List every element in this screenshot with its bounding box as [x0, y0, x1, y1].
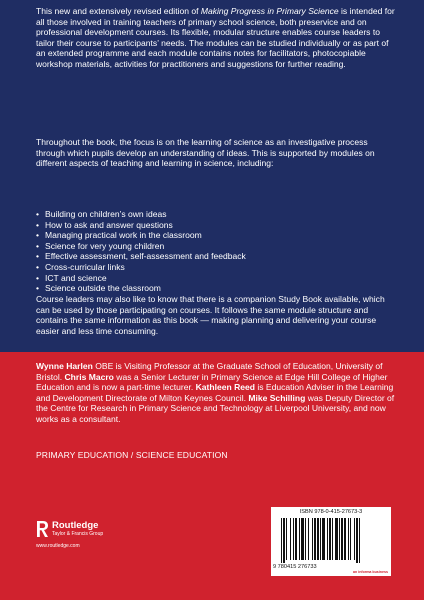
- bullet-icon: •: [36, 283, 39, 294]
- module-label: Building on children’s own ideas: [45, 209, 167, 219]
- module-label: Managing practical work in the classroom: [45, 230, 202, 241]
- barcode-bar: [335, 518, 338, 560]
- barcode-bar: [308, 518, 309, 560]
- subject-category: PRIMARY EDUCATION / SCIENCE EDUCATION: [36, 450, 228, 460]
- barcode-bar: [290, 518, 291, 560]
- bullet-icon: •: [36, 272, 39, 283]
- barcode-bar: [283, 518, 285, 563]
- module-list: [36, 209, 246, 294]
- author-bio: OBE is Visiting Professor at the Graduate School of Education, University of Bristol.: [36, 361, 383, 382]
- bullet-icon: •: [36, 219, 39, 230]
- barcode-bar: [301, 518, 304, 560]
- barcode-bar: [327, 518, 328, 560]
- barcode-bar: [295, 518, 297, 560]
- module-list-item: [36, 241, 246, 252]
- intro-book-title: Making Progress in Primary Science: [200, 6, 339, 16]
- intro-text-rest: is intended for all those involved in training teachers of primary school science, both preservice and on professional development courses. Its flexible, modular structure enables course leaders to tailor their course to participants’ needs. The modules can be studied individually or as part of an extended programme and each module contains notes for facilitators, photocopiable workshop materials, activities for practitioners and suggestions for further reading.: [36, 6, 395, 69]
- barcode-digits: 9 780415 276733: [273, 564, 317, 570]
- module-list-item: [36, 283, 246, 294]
- bullet-icon: •: [36, 261, 39, 272]
- barcode-bar: [359, 518, 360, 563]
- module-label: How to ask and answer questions: [45, 219, 173, 230]
- barcode-bar: [356, 518, 358, 563]
- module-list-item: [36, 230, 246, 241]
- module-label: ICT and science: [45, 272, 107, 283]
- barcode-bar: [299, 518, 300, 560]
- barcode-bar: [305, 518, 306, 560]
- barcode-panel: [271, 507, 391, 576]
- publisher-logo: [36, 518, 146, 562]
- barcode-bar: [354, 518, 355, 560]
- publisher-group: Taylor & Francis Group: [52, 531, 104, 537]
- barcode-bar: [314, 518, 316, 560]
- intro-paragraph: [36, 6, 396, 70]
- module-label: Effective assessment, self-assessment and feedback: [45, 251, 246, 262]
- focus-paragraph: Throughout the book, the focus is on the learning of science as an investigative process through which pupils develop an understanding of ideas. This is supported by modules on different aspects of teaching and learning in science, including:: [36, 137, 375, 169]
- barcode-bar: [286, 518, 287, 560]
- routledge-r-logo-icon: [36, 520, 49, 538]
- barcode-bar: [317, 518, 319, 560]
- barcode-bar: [293, 518, 294, 560]
- author-bio: was Deputy Director of the Centre for Research in Primary Science and Technology at Liverpool University, and now works as a consultant.: [36, 392, 395, 424]
- module-label: Cross-curricular links: [45, 261, 125, 272]
- companion-paragraph: Course leaders may also like to know that there is a companion Study Book available, which can be used by those participating on courses. It follows the same module structure and contains the same information as this book — making planning and delivering your course easier and less time consuming.: [36, 294, 385, 336]
- author-bios: [36, 361, 396, 425]
- module-list-item: [36, 209, 246, 220]
- intro-text-start: This new and extensively revised edition of: [36, 6, 201, 16]
- author-name: Kathleen Reed: [195, 382, 255, 393]
- barcode-bar: [341, 518, 343, 560]
- bullet-icon: •: [36, 230, 39, 241]
- barcode-bar: [281, 518, 282, 563]
- author-bio: was a Senior Lecturer in Primary Science at Edge Hill College of Higher Education and is now a part-time lecturer.: [36, 371, 388, 393]
- author-name: Wynne Harlen: [36, 361, 93, 371]
- barcode-bar: [350, 518, 351, 560]
- barcode-bar: [329, 518, 331, 560]
- module-list-item: [36, 273, 246, 284]
- author-name: Mike Schilling: [248, 392, 306, 403]
- barcode-bar: [312, 518, 313, 560]
- imprint-tag: an informa business: [353, 570, 388, 574]
- bullet-icon: •: [36, 251, 39, 262]
- module-list-item: [36, 262, 246, 273]
- bullet-icon: •: [36, 209, 39, 219]
- author-name: Chris Macro: [64, 371, 114, 382]
- publisher-url: www.routledge.com: [36, 543, 80, 549]
- module-list-item: [36, 220, 246, 231]
- publisher-name: Routledge: [52, 520, 99, 531]
- barcode-bar: [320, 518, 321, 560]
- author-bio: is Education Adviser in the Learning and Development Directorate of Milton Keynes Council.: [36, 382, 394, 403]
- bullet-icon: •: [36, 240, 39, 251]
- barcode-bar: [322, 518, 325, 560]
- barcode-bar: [344, 518, 346, 560]
- barcode-bar: [348, 518, 349, 560]
- barcode-image: [279, 518, 383, 563]
- module-label: Science outside the classroom: [45, 283, 161, 294]
- module-list-item: [36, 251, 246, 262]
- barcode-bar: [339, 518, 340, 560]
- barcode-bar: [332, 518, 333, 560]
- isbn-label: ISBN 978-0-415-27673-3: [299, 509, 363, 515]
- module-label: Science for very young children: [45, 240, 165, 251]
